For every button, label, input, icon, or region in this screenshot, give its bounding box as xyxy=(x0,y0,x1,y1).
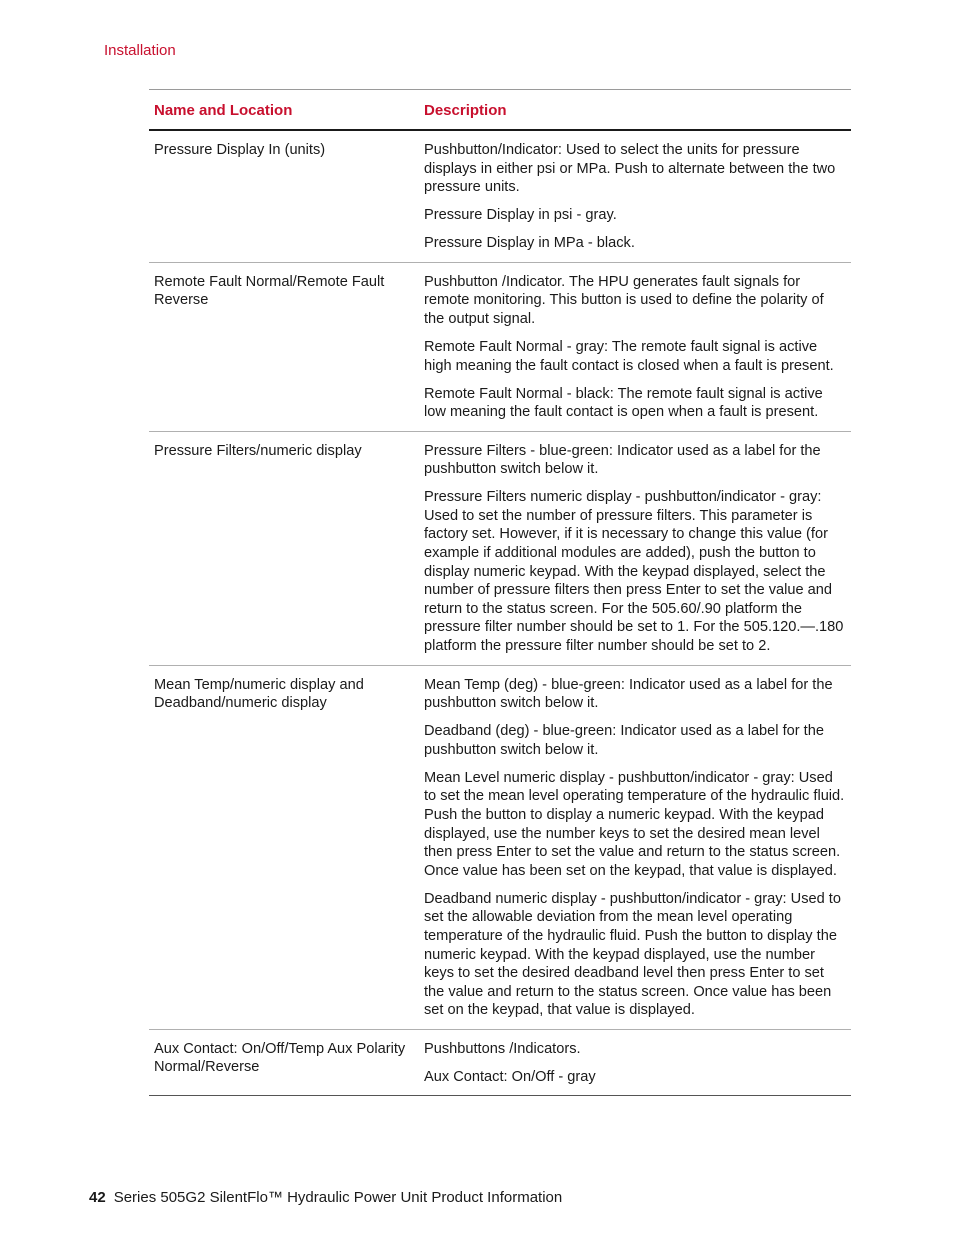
row-description-cell xyxy=(419,130,851,262)
running-header-section: Installation xyxy=(104,42,176,59)
description-paragraph: Deadband (deg) - blue-green: Indicator used as a label for the pushbutton switch below it. xyxy=(424,723,824,758)
row-name-cell: Aux Contact: On/Off/Temp Aux Polarity Normal/Reverse xyxy=(154,1040,406,1076)
description-paragraph: Pushbutton/Indicator: Used to select the units for pressure displays in either psi or MPa. Push to alternate between the two pressure units. xyxy=(424,142,836,196)
table-row xyxy=(149,1029,851,1096)
table-header-row xyxy=(149,90,851,131)
row-description-cell xyxy=(419,262,851,431)
table-row xyxy=(149,665,851,1029)
table-row xyxy=(149,130,851,262)
column-header-description: Description xyxy=(419,90,851,131)
description-paragraph: Pressure Filters numeric display - pushbutton/indicator - gray: Used to set the number of pressure filters. This parameter is factory set. However, if it is necessary to change this value (for example if additional modules are added), push the button to display numeric keypad. With the keypad displayed, select the number of pressure filters then press Enter to set the value and return to the status screen. For the 505.60/.90 platform the pressure filter number should be set to 1. For the 505.120.—.180 platform the pressure filter number should be set to 2. xyxy=(424,489,844,655)
row-name-cell: Mean Temp/numeric display and Deadband/numeric display xyxy=(149,665,419,1029)
description-paragraph: Pushbuttons /Indicators. xyxy=(424,1040,581,1057)
description-paragraph: Pressure Display in MPa - black. xyxy=(424,235,635,252)
description-paragraph: Mean Temp (deg) - blue-green: Indicator used as a label for the pushbutton switch below it. xyxy=(424,676,833,712)
description-table-container xyxy=(149,89,851,1096)
description-paragraph: Pressure Filters - blue-green: Indicator used as a label for the pushbutton switch below it. xyxy=(424,442,821,478)
row-name-cell: Pressure Display In (units) xyxy=(149,130,419,262)
description-paragraph: Aux Contact: On/Off - gray xyxy=(424,1068,596,1085)
description-paragraph: Mean Level numeric display - pushbutton/indicator - gray: Used to set the mean level operating temperature of the hydraulic fluid. Push the button to display a numeric keypad. With the keypad displayed, use the number keys to set the desired mean level then press Enter to set the value and return to the status screen. Once value has been set on the keypad, that value is displayed. xyxy=(424,769,845,879)
description-table xyxy=(149,89,851,1096)
description-paragraph: Pressure Display in psi - gray. xyxy=(424,207,617,224)
table-row xyxy=(149,262,851,431)
page-footer xyxy=(89,1189,562,1206)
row-description-cell xyxy=(419,665,851,1029)
table-row xyxy=(149,431,851,665)
description-paragraph: Remote Fault Normal - gray: The remote fault signal is active high meaning the fault contact is closed when a fault is present. xyxy=(424,338,834,374)
document-title: Series 505G2 SilentFlo™ Hydraulic Power Unit Product Information xyxy=(113,1189,563,1206)
description-paragraph: Deadband numeric display - pushbutton/indicator - gray: Used to set the allowable deviation from the mean level operating temperature of the hydraulic fluid. Push the button to display the numeric keypad. With the keypad displayed, use the number keys to set the desired deadband level then press Enter to set the value and return to the status screen. Once value has been set on the keypad, that value is displayed. xyxy=(424,890,841,1019)
description-paragraph: Remote Fault Normal - black: The remote fault signal is active low meaning the fault contact is open when a fault is present. xyxy=(424,385,823,421)
page-number: 42 xyxy=(89,1189,106,1206)
row-name-cell: Remote Fault Normal/Remote Fault Reverse xyxy=(149,262,419,431)
row-description-cell xyxy=(419,431,851,665)
row-description-cell xyxy=(419,1029,851,1096)
description-paragraph: Pushbutton /Indicator. The HPU generates fault signals for remote monitoring. This button is used to define the polarity of the output signal. xyxy=(424,273,824,327)
row-name-cell: Pressure Filters/numeric display xyxy=(149,431,419,665)
column-header-name-location: Name and Location xyxy=(149,90,419,131)
